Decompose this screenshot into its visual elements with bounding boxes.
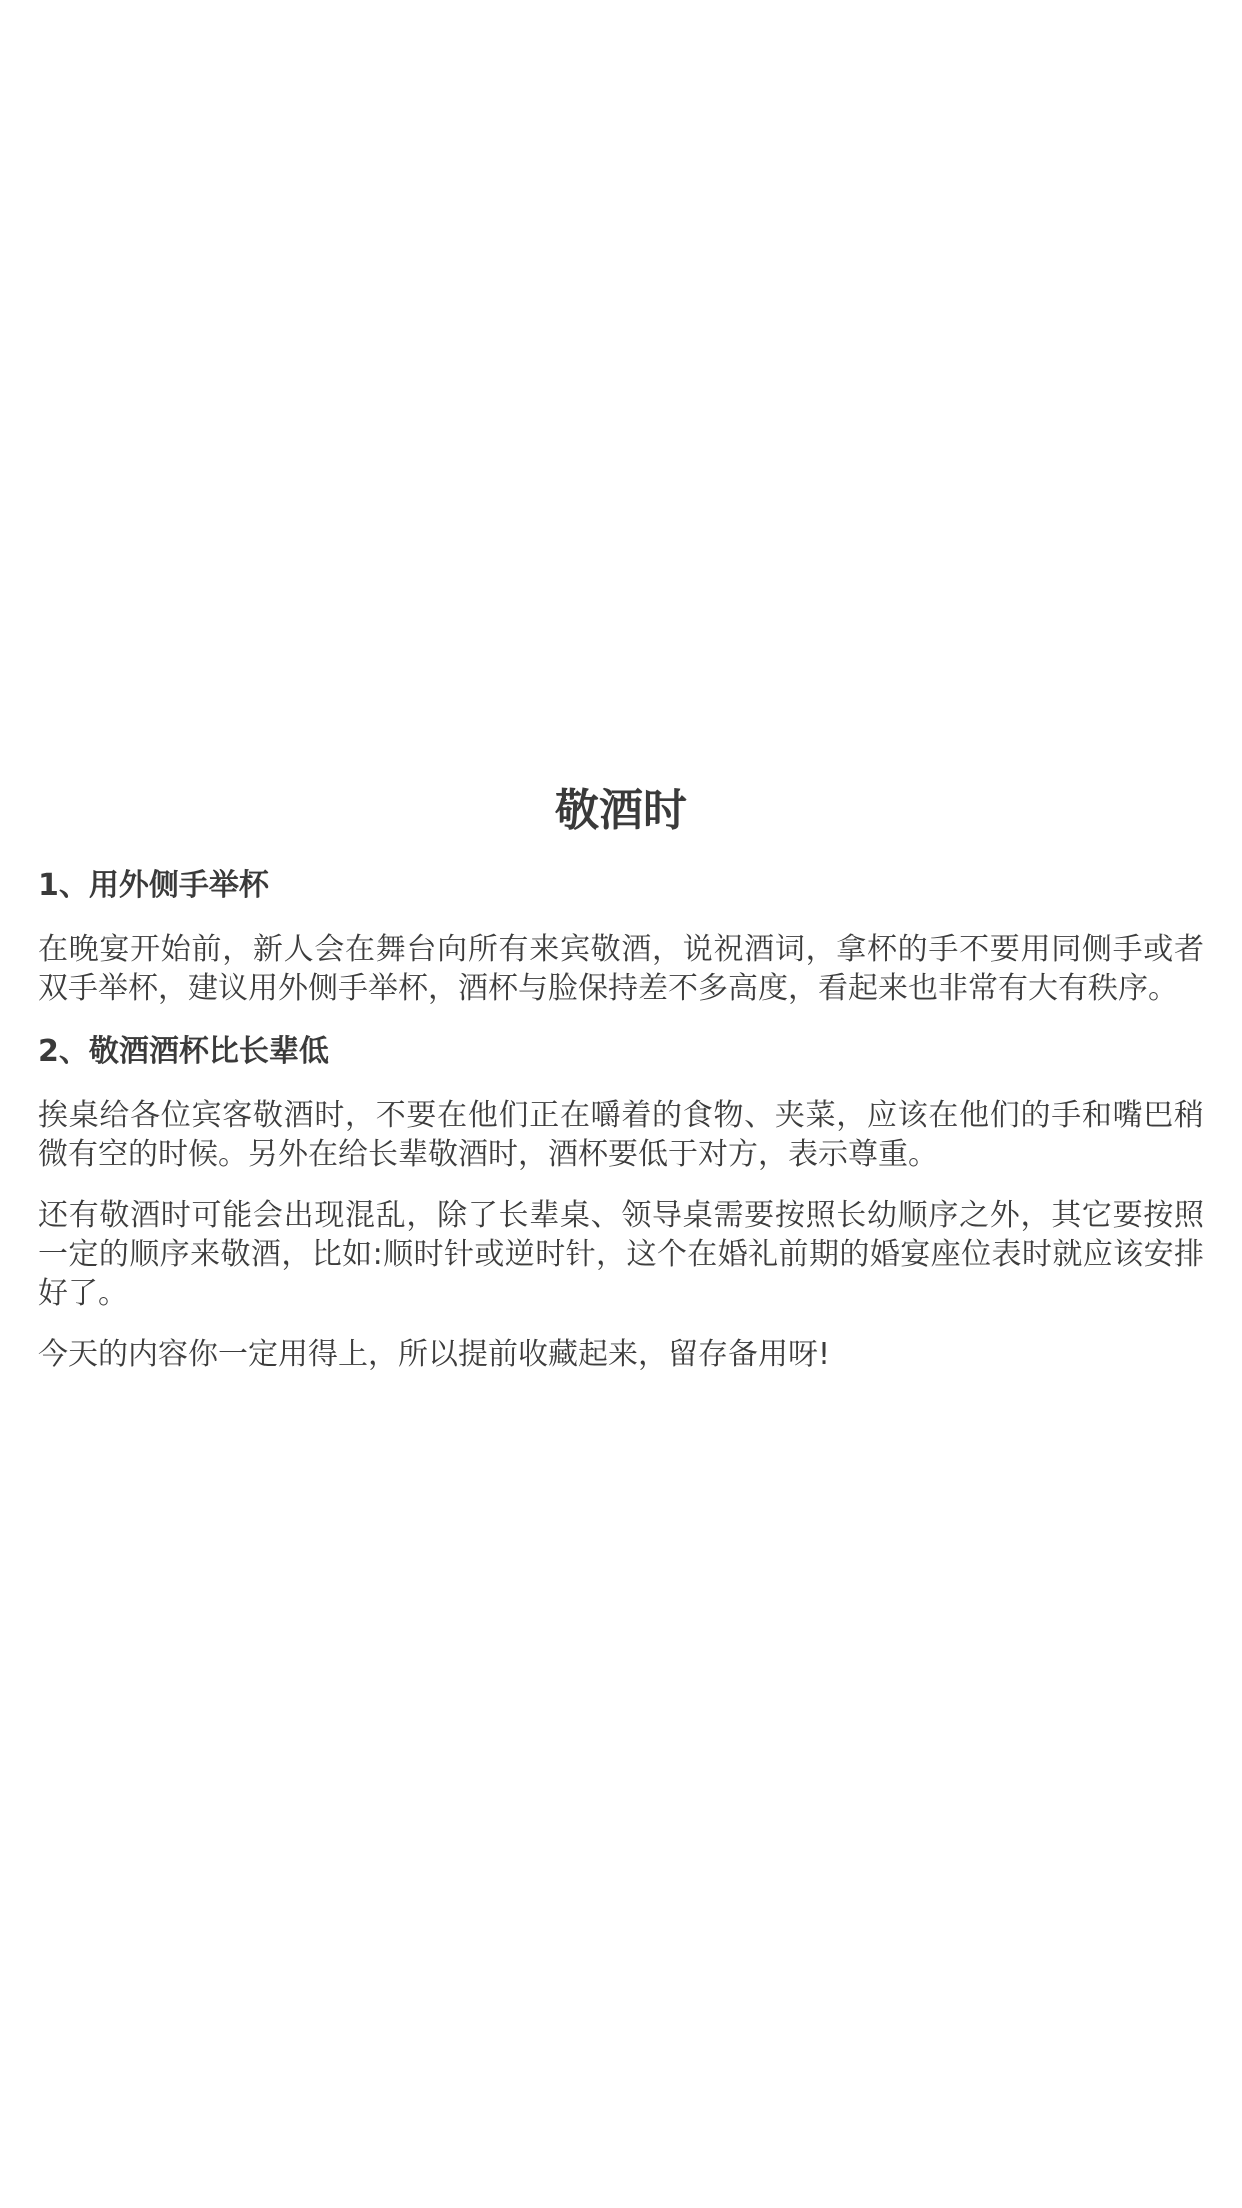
paragraph: 还有敬酒时可能会出现混乱，除了长辈桌、领导桌需要按照长幼顺序之外，其它要按照一定的顺序来敬酒，比如:顺时针或逆时针，这个在婚礼前期的婚宴座位表时就应该安排好了。	[38, 1198, 1204, 1311]
section-heading: 2、敬酒酒杯比长辈低	[38, 1034, 329, 1069]
section-heading: 1、用外侧手举杯	[38, 868, 269, 903]
paragraph: 今天的内容你一定用得上，所以提前收藏起来，留存备用呀!	[38, 1337, 831, 1372]
paragraph: 挨桌给各位宾客敬酒时，不要在他们正在嚼着的食物、夹菜，应该在他们的手和嘴巴稍微有空的时候。另外在给长辈敬酒时，酒杯要低于对方，表示尊重。	[38, 1098, 1204, 1172]
article-body	[38, 780, 1204, 1396]
article-title: 敬酒时	[555, 785, 687, 836]
paragraph: 在晚宴开始前，新人会在舞台向所有来宾敬酒，说祝酒词，拿杯的手不要用同侧手或者双手举杯，建议用外侧手举杯，酒杯与脸保持差不多高度，看起来也非常有大有秩序。	[38, 932, 1204, 1006]
